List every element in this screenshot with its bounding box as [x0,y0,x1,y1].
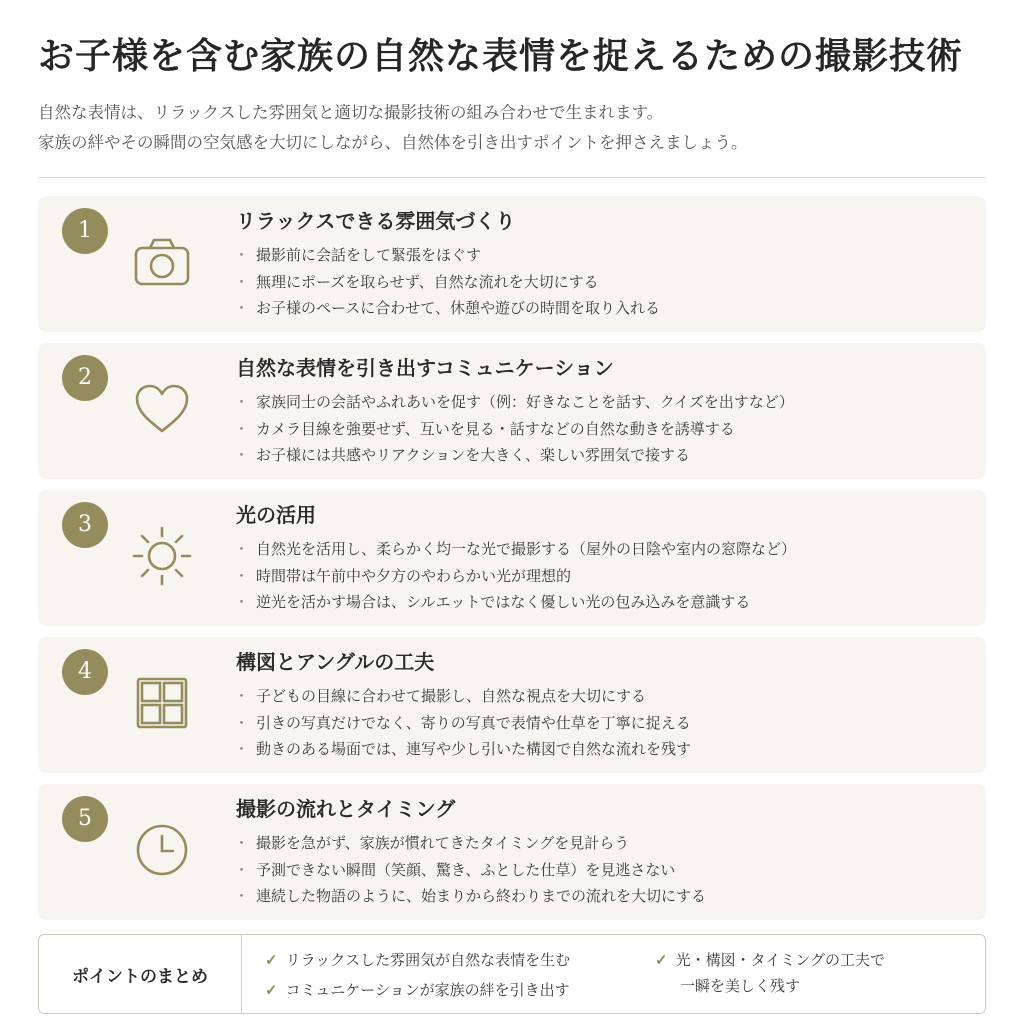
bullet-item: ・ 予測できない瞬間（笑顔、驚き、ふとした仕草）を見逃さない [236,857,706,884]
section-number: 2 [62,355,108,401]
summary-item: ✓ コミュニケーションが家族の絆を引き出す [265,981,570,999]
section-card-3 [38,490,986,626]
section-number: 5 [62,796,108,842]
grid-icon [128,669,196,737]
bullet-list [236,830,706,910]
sun-icon [128,522,196,590]
bullet-item: ・ お子様には共感やリアクションを大きく、楽しい雰囲気で接する [236,442,794,469]
summary-item: ✓ リラックスした雰囲気が自然な表情を生む [265,951,571,969]
section-title: 自然な表情を引き出すコミュニケーション [236,356,614,380]
bullet-list [236,389,794,469]
bullet-item: ・ 家族同士の会話やふれあいを促す（例：好きなことを話す、クイズを出すなど） [236,389,794,416]
section-card-4 [38,637,986,773]
bullet-item: ・ 時間帯は午前中や夕方のやわらかい光が理想的 [236,563,796,590]
section-title: リラックスできる雰囲気づくり [236,209,516,233]
bullet-item: ・ 引きの写真だけでなく、寄りの写真で表情や仕草を丁寧に捉える [236,710,691,737]
page-title: お子様を含む家族の自然な表情を捉えるための撮影技術 [38,35,964,77]
bullet-item: ・ カメラ目線を強要せず、互いを見る・話すなどの自然な動きを誘導する [236,416,794,443]
check-icon: ✓ [655,951,668,969]
bullet-list [236,536,796,616]
check-icon: ✓ [265,951,278,969]
heart-icon [128,375,196,443]
intro-line: 自然な表情は、リラックスした雰囲気と適切な撮影技術の組み合わせで生まれます。 [38,103,664,122]
bullet-item: ・ 動きのある場面では、連写や少し引いた構図で自然な流れを残す [236,736,691,763]
summary-label: ポイントのまとめ [39,935,242,1013]
divider [38,177,986,178]
bullet-item: ・ 子どもの目線に合わせて撮影し、自然な視点を大切にする [236,683,691,710]
clock-icon [128,816,196,884]
bullet-item: ・ 撮影前に会話をして緊張をほぐす [236,242,660,269]
section-number: 4 [62,649,108,695]
bullet-item: ・ 無理にポーズを取らせず、自然な流れを大切にする [236,269,660,296]
camera-icon [128,228,196,296]
summary-item-continued: 一瞬を美しく残す [680,977,801,995]
section-card-1 [38,196,986,332]
section-title: 撮影の流れとタイミング [236,797,456,821]
intro-line: 家族の絆やその瞬間の空気感を大切にしながら、自然体を引き出すポイントを押さえましょう。 [38,133,748,152]
bullet-item: ・ お子様のペースに合わせて、休憩や遊びの時間を取り入れる [236,295,660,322]
bullet-item: ・ 逆光を活かす場合は、シルエットではなく優しい光の包み込みを意識する [236,589,796,616]
bullet-list [236,683,691,763]
section-title: 光の活用 [236,503,316,527]
summary-item: ✓ 光・構図・タイミングの工夫で 一瞬を美しく残す [655,947,885,999]
check-icon: ✓ [265,981,278,999]
section-number: 1 [62,208,108,254]
section-title: 構図とアングルの工夫 [236,650,435,674]
intro-text [38,98,988,158]
section-list [38,196,986,931]
section-number: 3 [62,502,108,548]
summary-box [38,934,986,1014]
section-card-5 [38,784,986,920]
bullet-item: ・ 自然光を活用し、柔らかく均一な光で撮影する（屋外の日陰や室内の窓際など） [236,536,796,563]
section-card-2 [38,343,986,479]
bullet-item: ・ 連続した物語のように、始まりから終わりまでの流れを大切にする [236,883,706,910]
bullet-item: ・ 撮影を急がず、家族が慣れてきたタイミングを見計らう [236,830,706,857]
bullet-list [236,242,660,322]
